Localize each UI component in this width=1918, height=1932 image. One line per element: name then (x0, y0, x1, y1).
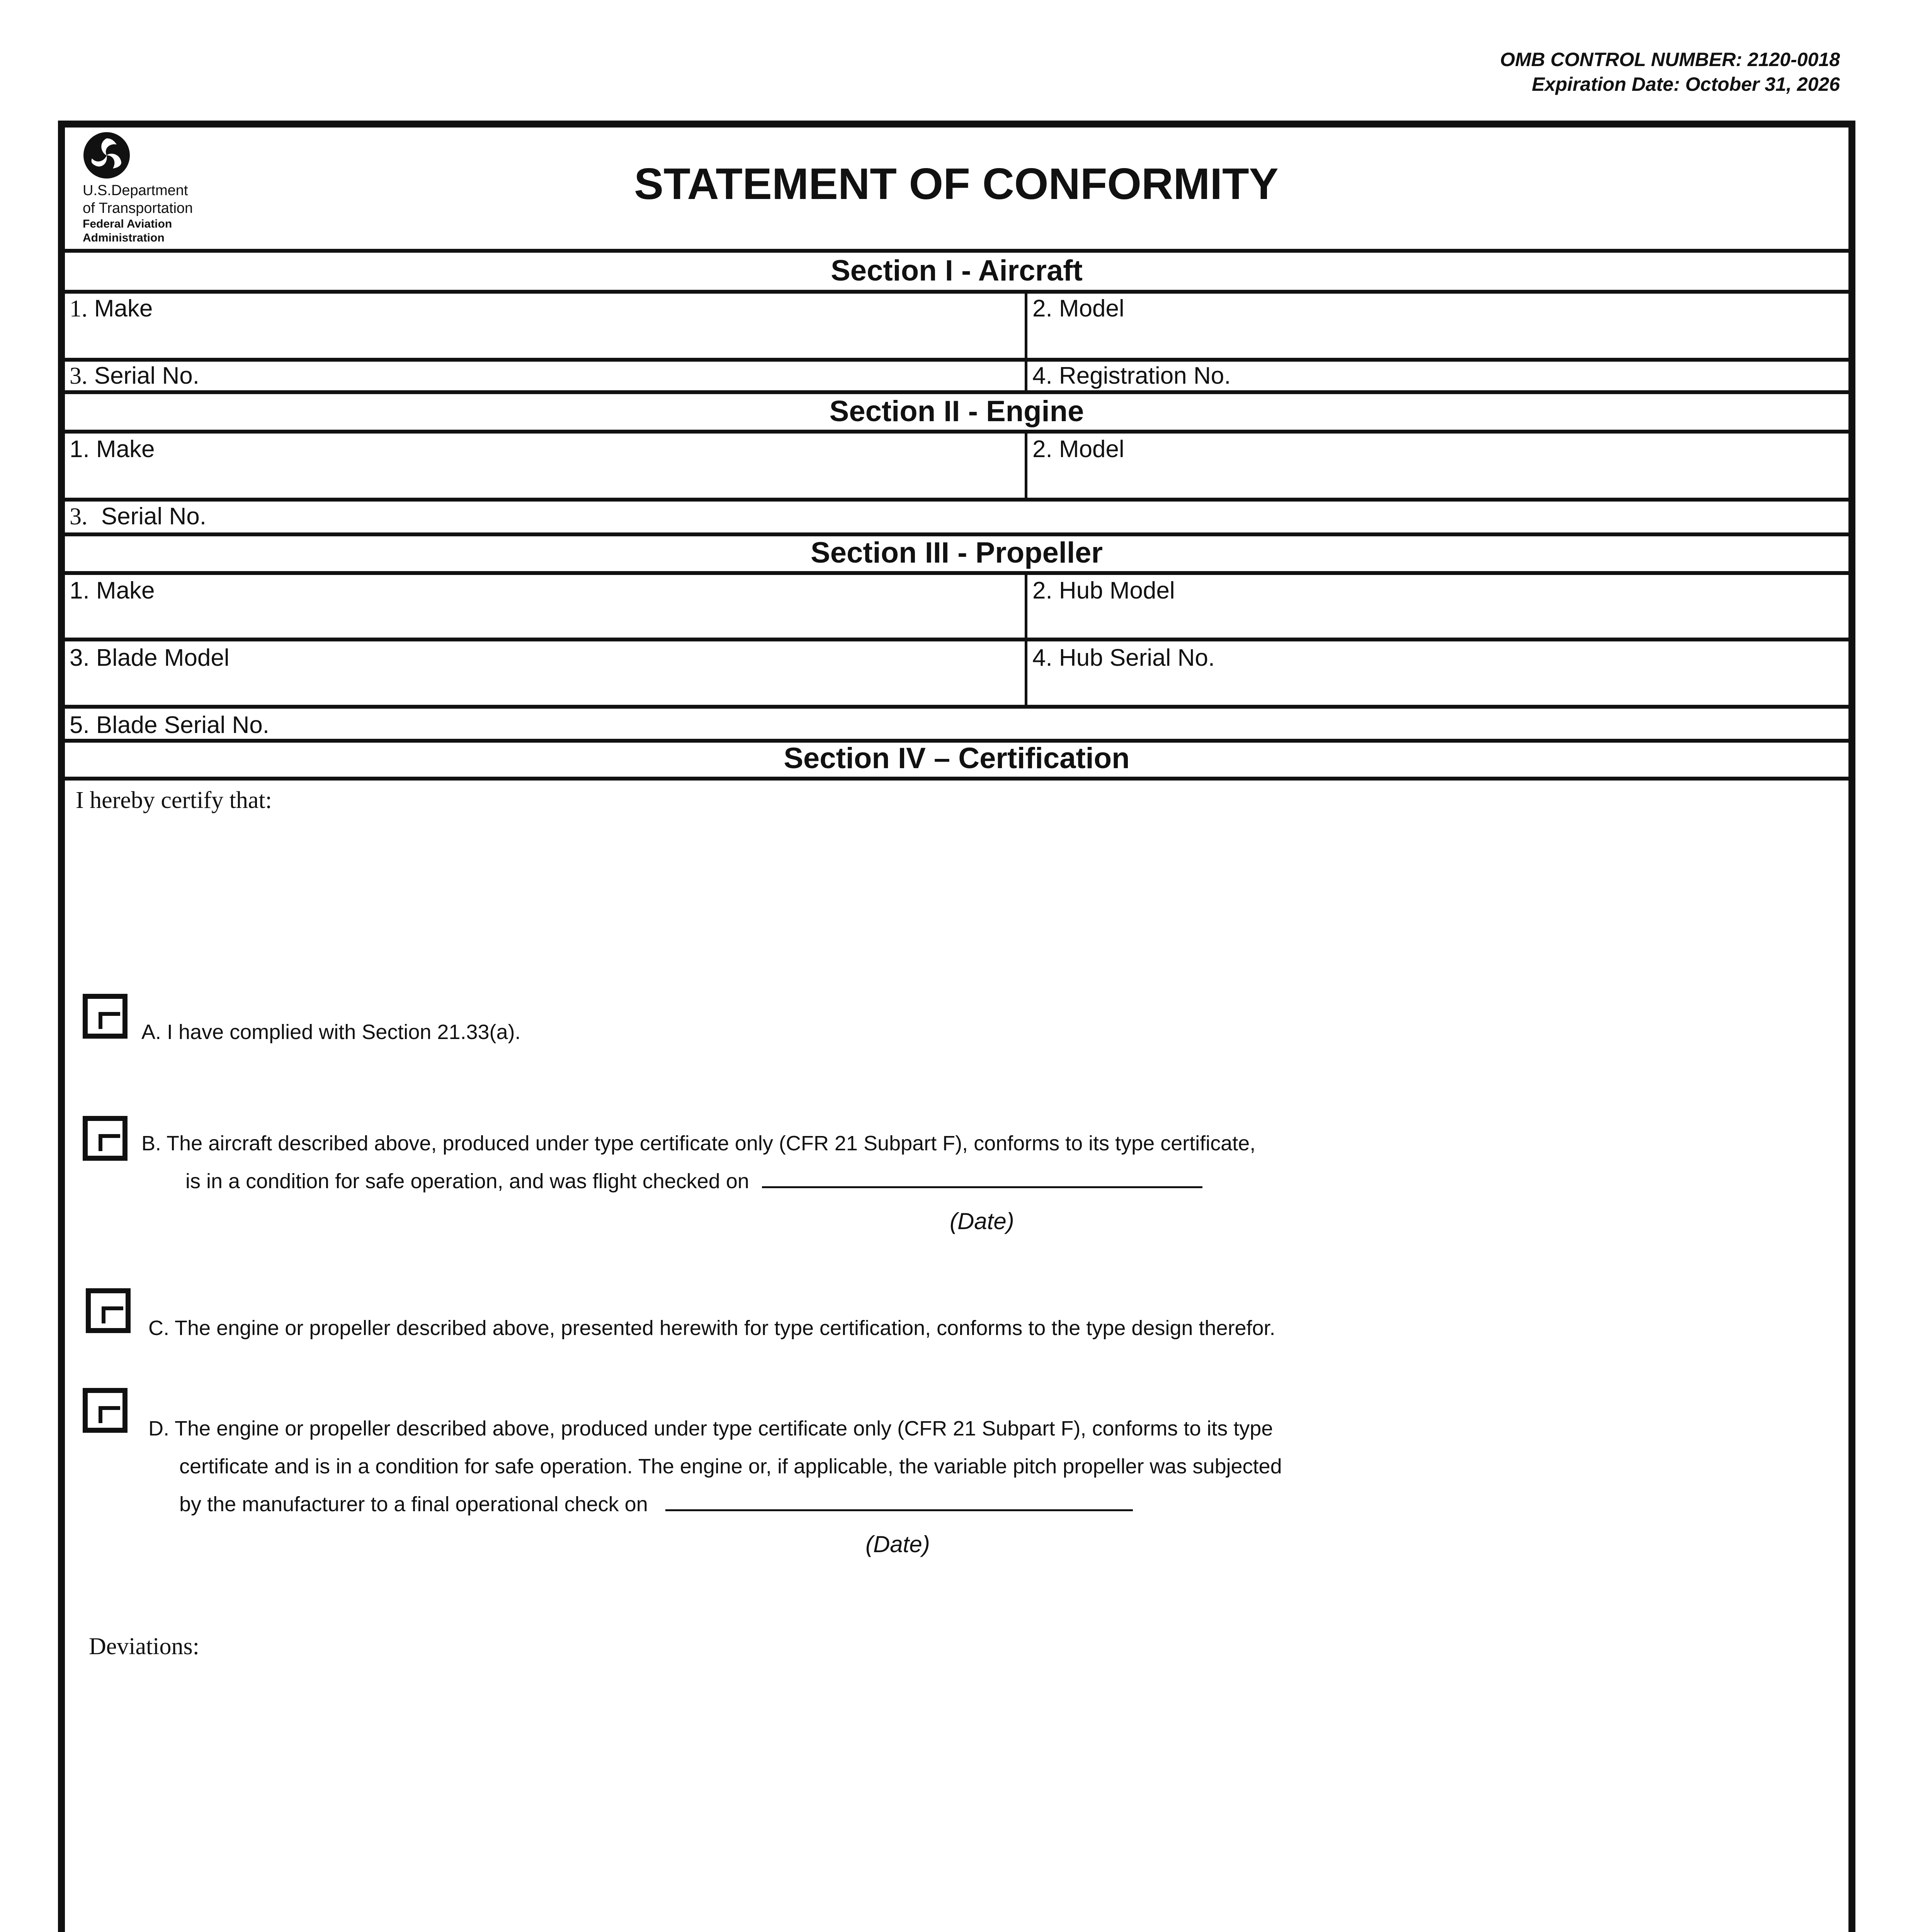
statement-d-line-1: D. The engine or propeller described above, produced under type certificate only (CFR 21 Subpart F), conforms to its type (148, 1417, 1273, 1440)
date-caption-d: (Date) (865, 1531, 930, 1557)
date-caption-b: (Date) (950, 1208, 1014, 1234)
aircraft-serial-field[interactable] (70, 362, 199, 389)
statement-d-line-3 (179, 1491, 1133, 1518)
aircraft-make-number: 1. (70, 296, 88, 322)
dot-logo-icon (83, 131, 131, 179)
divider (61, 390, 1852, 394)
divider (61, 498, 1852, 502)
divider (61, 705, 1852, 709)
statement-a: A. I have complied with Section 21.33(a). (141, 1020, 521, 1044)
aircraft-serial-label: Serial No. (94, 362, 199, 389)
propeller-hub-model-field[interactable]: 2. Hub Model (1032, 577, 1175, 604)
column-divider (1025, 434, 1027, 498)
deviations-input[interactable] (89, 1669, 1828, 1932)
divider (61, 358, 1852, 362)
column-divider (1025, 362, 1027, 390)
deviations-label: Deviations: (89, 1633, 199, 1660)
aircraft-make-label: Make (94, 295, 153, 322)
statement-d-line-2: certificate and is in a condition for safe operation. The engine or, if applicable, the variable pitch propeller was subjected (179, 1455, 1282, 1478)
aircraft-serial-number: 3. (70, 363, 88, 389)
section-2-heading: Section II - Engine (829, 395, 1084, 428)
statement-b-line-2 (185, 1168, 1202, 1195)
propeller-blade-model-field[interactable]: 3. Blade Model (70, 645, 230, 671)
omb-control-number: OMB CONTROL NUMBER: 2120-0018 (1500, 49, 1840, 70)
column-divider (1025, 575, 1027, 638)
statement-c: C. The engine or propeller described above, presented herewith for type certification, conforms to the type design therefor. (148, 1316, 1275, 1340)
engine-make-field[interactable]: 1. Make (70, 436, 155, 463)
aircraft-model-field[interactable]: 2. Model (1032, 295, 1124, 322)
section-4-heading: Section IV – Certification (784, 742, 1130, 775)
engine-serial-field[interactable] (70, 503, 206, 530)
divider (61, 777, 1852, 781)
operational-check-date-input[interactable] (665, 1491, 1133, 1511)
engine-serial-number: 3. (70, 503, 88, 530)
agency-line-2: of Transportation (83, 200, 193, 216)
propeller-blade-serial-field[interactable]: 5. Blade Serial No. (70, 712, 269, 738)
divider (61, 638, 1852, 641)
section-1-heading: Section I - Aircraft (831, 254, 1083, 287)
divider (61, 290, 1852, 294)
expiration-date: Expiration Date: October 31, 2026 (1532, 73, 1840, 95)
propeller-make-field[interactable]: 1. Make (70, 577, 155, 604)
omb-control-block (1500, 47, 1840, 97)
checkbox-c[interactable] (86, 1288, 131, 1333)
divider (61, 571, 1852, 575)
agency-name (83, 182, 193, 245)
form-title: STATEMENT OF CONFORMITY (634, 160, 1279, 209)
certify-intro: I hereby certify that: (76, 787, 272, 813)
checkbox-d[interactable] (83, 1388, 128, 1433)
engine-model-field[interactable]: 2. Model (1032, 436, 1124, 463)
statement-b-line-1: B. The aircraft described above, produced under type certificate only (CFR 21 Subpart F), conforms to its type certificate, (141, 1132, 1256, 1155)
divider (61, 249, 1852, 253)
checkbox-b[interactable] (83, 1116, 128, 1161)
statement-b-line-2-text: is in a condition for safe operation, and was flight checked on (185, 1170, 749, 1193)
agency-line-1: U.S.Department (83, 182, 188, 199)
flight-check-date-input[interactable] (762, 1168, 1202, 1188)
aircraft-make-field[interactable] (70, 295, 153, 322)
propeller-hub-serial-field[interactable]: 4. Hub Serial No. (1032, 645, 1215, 671)
column-divider (1025, 641, 1027, 705)
engine-serial-label: Serial No. (101, 503, 206, 530)
aircraft-registration-field[interactable]: 4. Registration No. (1032, 362, 1231, 389)
agency-line-4: Administration (83, 231, 165, 244)
agency-line-3: Federal Aviation (83, 218, 172, 230)
column-divider (1025, 294, 1027, 358)
statement-d-line-3-text: by the manufacturer to a final operational check on (179, 1493, 648, 1516)
section-3-heading: Section III - Propeller (811, 536, 1103, 569)
divider (61, 430, 1852, 434)
checkbox-a[interactable] (83, 994, 128, 1039)
